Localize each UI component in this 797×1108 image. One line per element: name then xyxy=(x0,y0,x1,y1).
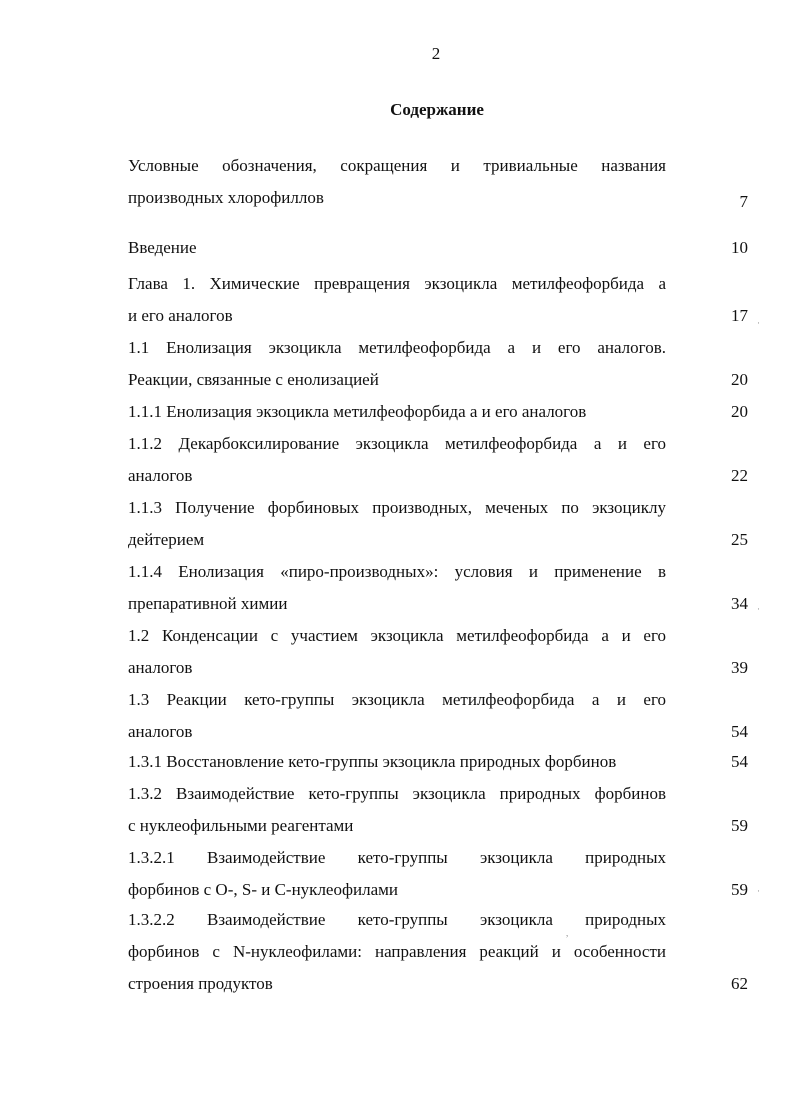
toc-page-number: 17 xyxy=(731,306,748,325)
toc-line: 1.3.2 Взаимодействие кето-группы экзоцикла природных форбинов xyxy=(128,784,666,803)
toc-page-number: 25 xyxy=(731,530,748,549)
toc-line: строения продуктов xyxy=(128,974,273,993)
toc-page-number: 7 xyxy=(739,192,748,211)
toc-entry-text xyxy=(128,332,666,396)
toc-entry-text xyxy=(128,620,666,684)
toc-entry-text xyxy=(128,492,666,556)
toc-page-number: 34 xyxy=(731,594,748,613)
toc-line: аналогов xyxy=(128,722,193,741)
toc-line: 1.3.2.2 Взаимодействие кето-группы экзоцикла природных xyxy=(128,910,666,929)
toc-line: производных хлорофиллов xyxy=(128,188,324,207)
toc-entry-text xyxy=(128,746,666,778)
toc-entry-text xyxy=(128,556,666,620)
toc-page-number: 59 xyxy=(731,816,748,835)
toc-page-number: 20 xyxy=(731,402,748,421)
toc-line: с нуклеофильными реагентами xyxy=(128,816,354,835)
toc-line: аналогов xyxy=(128,658,193,677)
toc-line: Введение xyxy=(128,238,197,257)
toc-line: 1.3.1 Восстановление кето-группы экзоцикла природных форбинов xyxy=(128,752,617,771)
toc-entry-text xyxy=(128,428,666,492)
toc-page-number: 39 xyxy=(731,658,748,677)
toc-line: 1.2 Конденсации с участием экзоцикла метилфеофорбида а и его xyxy=(128,626,666,645)
toc-line: дейтерием xyxy=(128,530,205,549)
toc-line: форбинов с N-нуклеофилами: направления реакций и особенности xyxy=(128,942,666,961)
toc-page-number: 54 xyxy=(731,752,748,771)
toc-entry-text xyxy=(128,842,666,906)
toc-page-number: 62 xyxy=(731,974,748,993)
toc-entry-text xyxy=(128,268,666,332)
toc-line: 1.3.2.1 Взаимодействие кето-группы экзоцикла природных xyxy=(128,848,666,867)
page-number: 2 xyxy=(431,44,441,63)
toc-page-number: 54 xyxy=(731,722,748,741)
toc-page-number: 10 xyxy=(731,238,748,257)
toc-line: аналогов xyxy=(128,466,193,485)
page-title: Содержание xyxy=(390,100,484,119)
toc-page-number: 20 xyxy=(731,370,748,389)
toc-line: 1.1.1 Енолизация экзоцикла метилфеофорбида а и его аналогов xyxy=(128,402,587,421)
toc-line: препаративной химии xyxy=(128,594,288,613)
scan-mark: , xyxy=(566,928,569,938)
toc-entry-text xyxy=(128,396,666,428)
scan-mark: · xyxy=(757,318,760,328)
toc-line: 1.1.4 Енолизация «пиро-производных»: условия и применение в xyxy=(128,562,666,581)
toc-line: форбинов с О-, S- и С-нуклеофилами xyxy=(128,880,398,899)
toc-line: 1.1.2 Декарбоксилирование экзоцикла метилфеофорбида а и его xyxy=(128,434,666,453)
toc-line: Глава 1. Химические превращения экзоцикла метилфеофорбида а xyxy=(128,274,666,293)
toc-entry-text xyxy=(128,150,666,214)
toc-page-number: 22 xyxy=(731,466,748,485)
toc-entry-text xyxy=(128,684,666,748)
toc-line: 1.1.3 Получение форбиновых производных, меченых по экзоциклу xyxy=(128,498,666,517)
scan-mark: · xyxy=(757,604,760,614)
toc-line: Условные обозначения, сокращения и тривиальные названия xyxy=(128,156,666,175)
scan-mark: · xyxy=(757,886,760,896)
toc-page-number: 59 xyxy=(731,880,748,899)
toc-line: и его аналогов xyxy=(128,306,233,325)
toc-entry-text xyxy=(128,904,666,1000)
toc-line: Реакции, связанные с енолизацией xyxy=(128,370,379,389)
toc-line: 1.3 Реакции кето-группы экзоцикла метилфеофорбида а и его xyxy=(128,690,666,709)
toc-line: 1.1 Енолизация экзоцикла метилфеофорбида а и его аналогов. xyxy=(128,338,666,357)
toc-entry-text xyxy=(128,232,666,264)
toc-entry-text xyxy=(128,778,666,842)
